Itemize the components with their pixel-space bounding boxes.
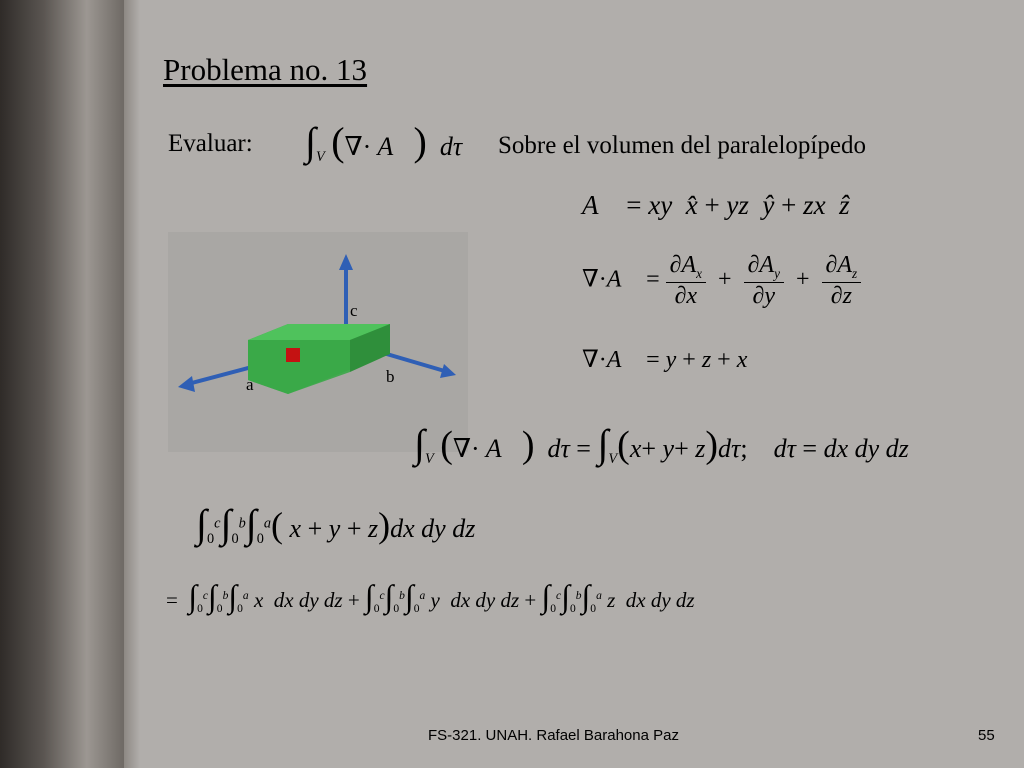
eq-triple-integral: $\int_0^c\int_0^b\int_0^a$( x + y + z)dx dy dz: [196, 501, 476, 548]
page-number: 55: [978, 727, 995, 744]
eq-divergence-result: ∇·A⃗ = y + z + x: [582, 347, 748, 373]
label-b: b: [386, 367, 395, 386]
eq-integral-expanded: $\int_V$ (∇· A⃗) $d\tau = \int_V(x+ y+ z)d\tau$; dτ = dx dy dz: [414, 421, 909, 468]
eq-split: = $\int_0^c\int_0^b\int_0^a$ x dx dy dz + $\int_0^c\int_0^b\int_0^a$ y dx dy dz + $\int_0^c\int_0^b\int_0^a$ z dx dy dz: [166, 578, 695, 616]
slide-title: Problema no. 13: [163, 52, 368, 87]
footer-credit: FS-321. UNAH. Rafael Barahona Paz: [428, 727, 679, 744]
eq-field: A⃗ = xy x̂ + yz ŷ + zx ẑ: [582, 190, 850, 220]
volume-element-marker: [286, 348, 300, 362]
eq-integral: $\int_V$ (∇· A⃗) dτ: [305, 119, 463, 166]
label-c: c: [350, 301, 358, 320]
label-a: a: [246, 375, 254, 394]
parallelepiped-figure: [168, 232, 468, 452]
sidebar-decoration: [0, 0, 124, 768]
sidebar-edge: [124, 0, 140, 768]
eq-divergence-def: ∇·A⃗ = $\frac{\partial A_x}{\partial x}$ + $\frac{\partial A_y}{\partial y}$ + $\frac{\partial A_z}{\partial z}$: [582, 252, 861, 310]
volume-text: Sobre el volumen del paralelopípedo: [498, 132, 866, 159]
evaluate-label: Evaluar:: [168, 130, 253, 157]
